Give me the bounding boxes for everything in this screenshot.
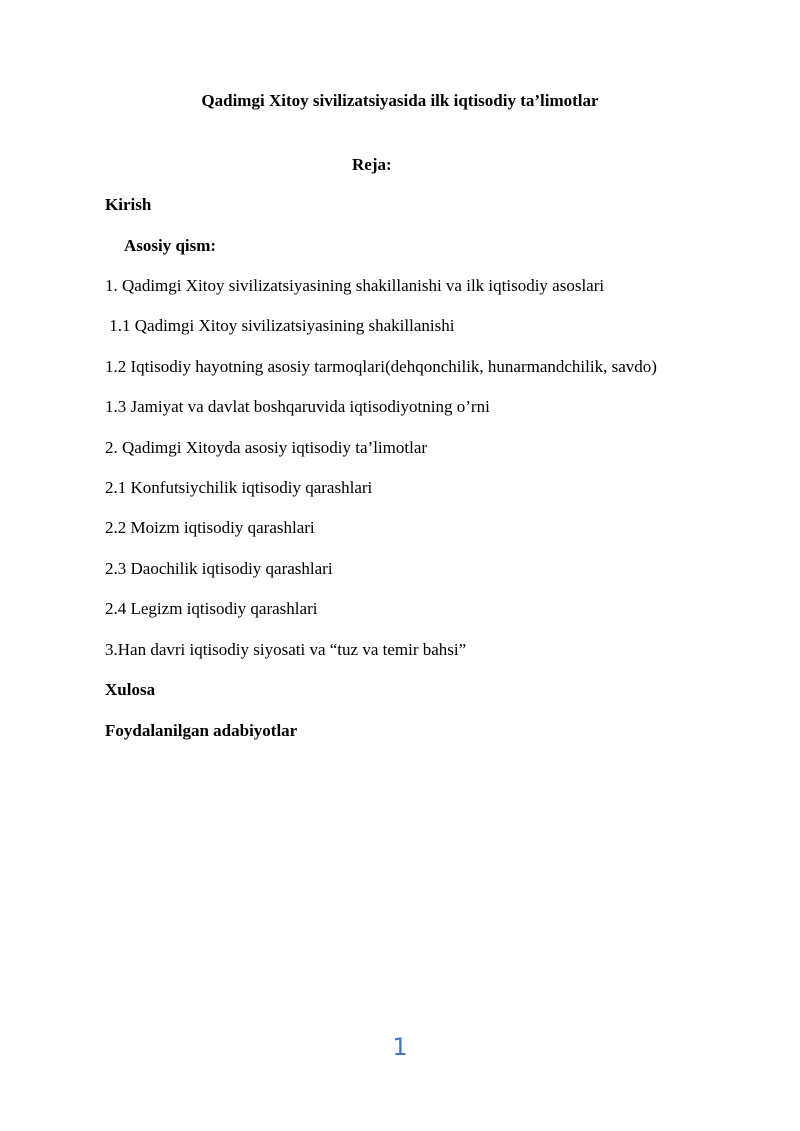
main-part-heading: Asosiy qism:	[124, 236, 217, 255]
plan-item: 1.3 Jamiyat va davlat boshqaruvida iqtisodiyotning o’rni	[105, 397, 490, 416]
plan-item: 2.4 Legizm iqtisodiy qarashlari	[105, 599, 318, 618]
plan-item: 1.2 Iqtisodiy hayotning asosiy tarmoqlari(dehqonchilik, hunarmandchilik, savdo)	[105, 357, 657, 376]
plan-heading: Reja:	[352, 155, 392, 174]
page-number: 1	[392, 1033, 408, 1061]
references-heading: Foydalanilgan adabiyotlar	[105, 721, 298, 740]
plan-item: 1.1 Qadimgi Xitoy sivilizatsiyasining shakillanishi	[105, 316, 455, 335]
plan-item: 2. Qadimgi Xitoyda asosiy iqtisodiy ta’limotlar	[105, 438, 428, 457]
plan-item: 2.2 Moizm iqtisodiy qarashlari	[105, 518, 315, 537]
plan-item: 2.3 Daochilik iqtisodiy qarashlari	[105, 559, 333, 578]
plan-item: 1. Qadimgi Xitoy sivilizatsiyasining shakillanishi va ilk iqtisodiy asoslari	[105, 276, 605, 295]
plan-item: 2.1 Konfutsiychilik iqtisodiy qarashlari	[105, 478, 373, 497]
conclusion-heading: Xulosa	[105, 680, 156, 699]
intro-heading: Kirish	[105, 195, 152, 214]
plan-item: 3.Han davri iqtisodiy siyosati va “tuz va temir bahsi”	[105, 640, 467, 659]
document-title: Qadimgi Xitoy sivilizatsiyasida ilk iqtisodiy ta’limotlar	[201, 91, 599, 110]
